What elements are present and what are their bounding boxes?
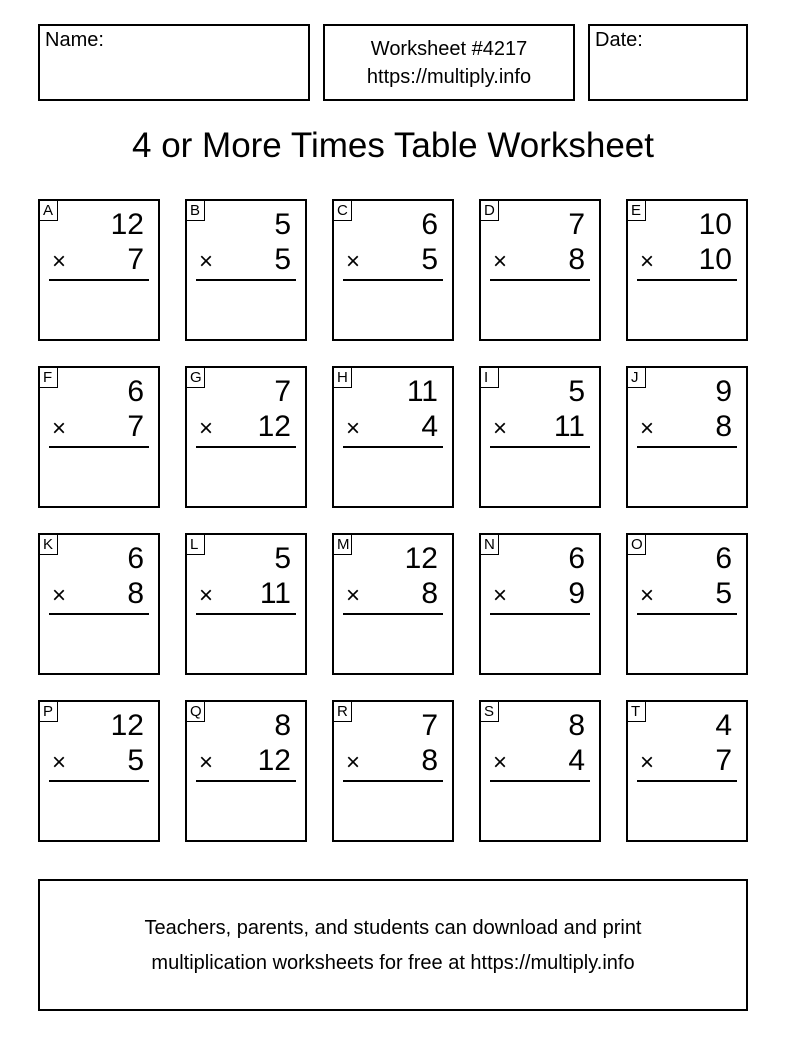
problem-letter: J <box>627 367 646 388</box>
multiplicand: 12 <box>110 208 144 241</box>
answer-line <box>637 613 737 615</box>
times-sign: × <box>52 749 67 776</box>
times-sign: × <box>493 582 508 609</box>
multiplier: 12 <box>257 410 291 443</box>
multiplier: 4 <box>421 410 438 443</box>
problem-letter: A <box>39 200 58 221</box>
problem-letter: C <box>333 200 352 221</box>
problem-card[interactable] <box>332 199 454 341</box>
multiplicand: 6 <box>715 542 732 575</box>
times-sign: × <box>493 749 508 776</box>
multiplicand: 7 <box>421 709 438 742</box>
multiplier: 5 <box>127 744 144 777</box>
times-sign: × <box>199 415 214 442</box>
problem-letter: M <box>333 534 352 555</box>
problem-card[interactable] <box>626 366 748 508</box>
footer-text-line-2: multiplication worksheets for free at https://multiply.info <box>151 952 635 974</box>
multiplier: 11 <box>553 410 585 443</box>
multiplicand: 5 <box>274 542 291 575</box>
footer-text-line-1: Teachers, parents, and students can download and print <box>144 917 642 939</box>
times-sign: × <box>199 582 214 609</box>
answer-line <box>490 613 590 615</box>
problem-letter: H <box>333 367 352 388</box>
answer-line <box>196 279 296 281</box>
name-label: Name: <box>45 29 104 51</box>
multiplier: 8 <box>715 410 732 443</box>
multiplicand: 12 <box>110 709 144 742</box>
multiplicand: 6 <box>127 375 144 408</box>
times-sign: × <box>493 248 508 275</box>
answer-line <box>49 446 149 448</box>
multiplier: 8 <box>421 577 438 610</box>
multiplicand: 9 <box>715 375 732 408</box>
problem-letter: Q <box>186 701 205 722</box>
answer-line <box>637 780 737 782</box>
times-sign: × <box>52 582 67 609</box>
footer-box <box>38 879 748 1011</box>
multiplicand: 6 <box>568 542 585 575</box>
multiplier: 5 <box>715 577 732 610</box>
problem-letter: B <box>186 200 205 221</box>
multiplier: 8 <box>421 744 438 777</box>
problem-card[interactable] <box>626 199 748 341</box>
multiplicand: 7 <box>568 208 585 241</box>
times-sign: × <box>346 415 361 442</box>
multiplier: 9 <box>568 577 585 610</box>
times-sign: × <box>52 248 67 275</box>
times-sign: × <box>640 749 655 776</box>
multiplier: 8 <box>568 243 585 276</box>
times-sign: × <box>199 749 214 776</box>
answer-line <box>196 780 296 782</box>
times-sign: × <box>640 582 655 609</box>
problem-letter: E <box>627 200 646 221</box>
problem-card[interactable] <box>479 199 601 341</box>
answer-line <box>490 279 590 281</box>
multiplicand: 7 <box>274 375 291 408</box>
name-field-box[interactable] <box>38 24 310 101</box>
multiplier: 7 <box>127 243 144 276</box>
multiplier: 5 <box>274 243 291 276</box>
multiplier: 11 <box>259 577 291 610</box>
multiplier: 5 <box>421 243 438 276</box>
worksheet-number: Worksheet #4217 <box>370 38 528 60</box>
multiplicand: 5 <box>274 208 291 241</box>
problem-card[interactable] <box>185 199 307 341</box>
problem-card[interactable] <box>185 700 307 842</box>
problem-card[interactable] <box>332 700 454 842</box>
problem-grid <box>38 199 748 842</box>
answer-line <box>637 446 737 448</box>
answer-line <box>196 613 296 615</box>
times-sign: × <box>346 582 361 609</box>
problem-card[interactable] <box>38 366 160 508</box>
answer-line <box>637 279 737 281</box>
answer-line <box>490 780 590 782</box>
answer-line <box>343 780 443 782</box>
worksheet-info-box <box>323 24 575 101</box>
multiplicand: 6 <box>127 542 144 575</box>
multiplicand: 4 <box>715 709 732 742</box>
answer-line <box>49 613 149 615</box>
times-sign: × <box>640 415 655 442</box>
times-sign: × <box>52 415 67 442</box>
date-label: Date: <box>595 29 643 51</box>
worksheet-url: https://multiply.info <box>366 66 532 88</box>
multiplicand: 10 <box>698 208 732 241</box>
times-sign: × <box>640 248 655 275</box>
problem-card[interactable] <box>332 533 454 675</box>
multiplier: 7 <box>127 410 144 443</box>
times-sign: × <box>199 248 214 275</box>
problem-letter: P <box>39 701 58 722</box>
multiplier: 12 <box>257 744 291 777</box>
problem-letter: S <box>480 701 499 722</box>
answer-line <box>49 279 149 281</box>
multiplier: 4 <box>568 744 585 777</box>
problem-card[interactable] <box>185 366 307 508</box>
answer-line <box>343 279 443 281</box>
answer-line <box>490 446 590 448</box>
problem-card[interactable] <box>332 366 454 508</box>
multiplier: 10 <box>698 243 732 276</box>
problem-card[interactable] <box>185 533 307 675</box>
times-sign: × <box>493 415 508 442</box>
problem-letter: I <box>480 367 499 388</box>
problem-card[interactable] <box>38 199 160 341</box>
multiplicand: 6 <box>421 208 438 241</box>
answer-line <box>196 446 296 448</box>
problem-letter: L <box>186 534 205 555</box>
multiplier: 7 <box>715 744 732 777</box>
page-title: 4 or More Times Table Worksheet <box>132 126 654 165</box>
problem-card[interactable] <box>626 533 748 675</box>
problem-letter: O <box>627 534 646 555</box>
problem-card[interactable] <box>479 366 601 508</box>
multiplicand: 5 <box>568 375 585 408</box>
multiplicand: 8 <box>568 709 585 742</box>
problem-card[interactable] <box>479 533 601 675</box>
multiplicand: 12 <box>404 542 438 575</box>
problem-card[interactable] <box>38 533 160 675</box>
problem-card[interactable] <box>479 700 601 842</box>
multiplier: 8 <box>127 577 144 610</box>
answer-line <box>49 780 149 782</box>
problem-letter: F <box>39 367 58 388</box>
times-sign: × <box>346 248 361 275</box>
problem-letter: D <box>480 200 499 221</box>
problem-letter: K <box>39 534 58 555</box>
problem-letter: G <box>186 367 205 388</box>
multiplicand: 8 <box>274 709 291 742</box>
date-field-box[interactable] <box>588 24 748 101</box>
problem-card[interactable] <box>38 700 160 842</box>
problem-card[interactable] <box>626 700 748 842</box>
multiplicand: 11 <box>406 375 438 408</box>
problem-letter: N <box>480 534 499 555</box>
problem-letter: R <box>333 701 352 722</box>
problem-letter: T <box>627 701 646 722</box>
answer-line <box>343 446 443 448</box>
times-sign: × <box>346 749 361 776</box>
answer-line <box>343 613 443 615</box>
